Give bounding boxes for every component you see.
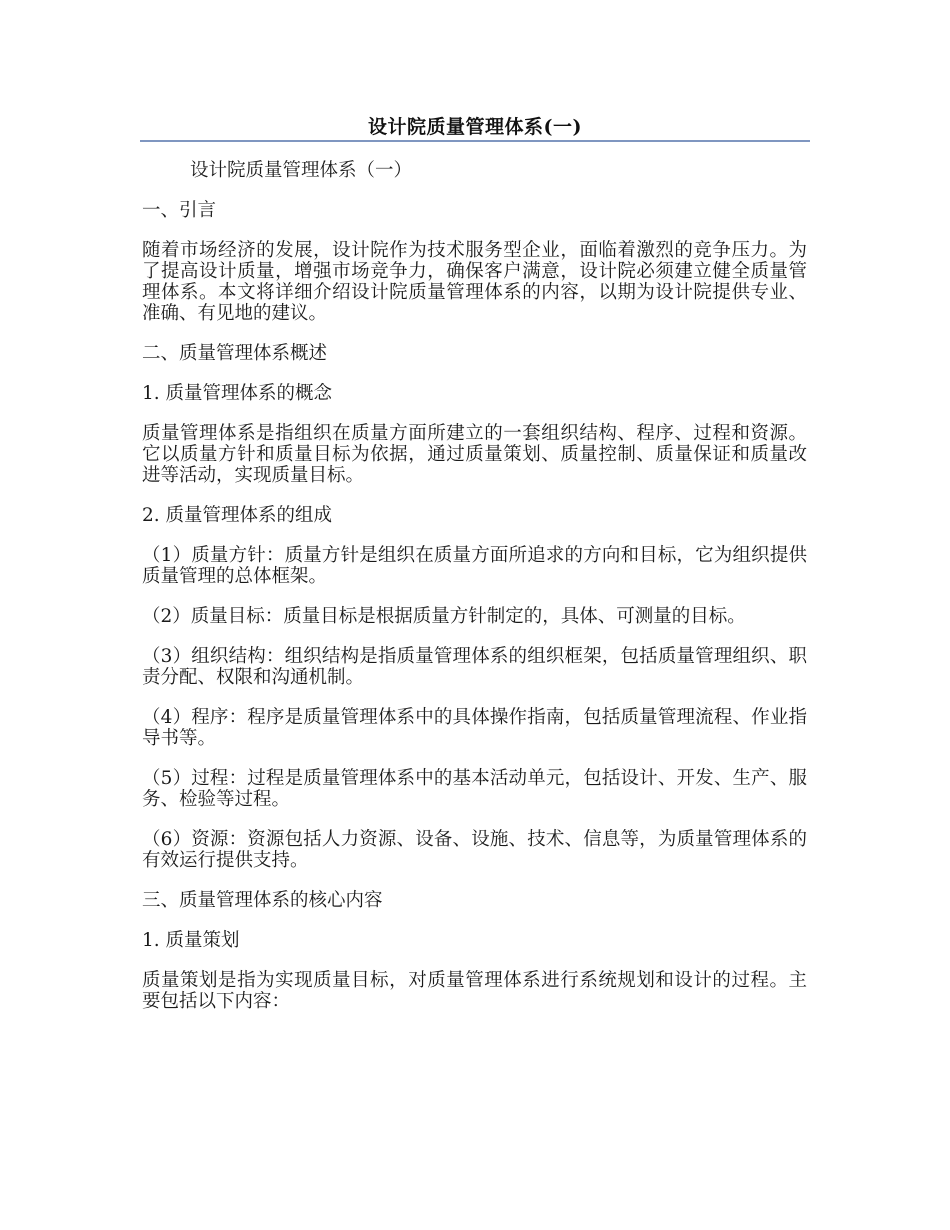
paragraph: 质量管理体系是指组织在质量方面所建立的一套组织结构、程序、过程和资源。它以质量方针和质量目标为依据，通过质量策划、质量控制、质量保证和质量改进等活动，实现质量目标。	[142, 423, 807, 486]
paragraph: 随着市场经济的发展，设计院作为技术服务型企业，面临着激烈的竞争压力。为了提高设计质量，增强市场竞争力，确保客户满意，设计院必须建立健全质量管理体系。本文将详细介绍设计院质量管理体系的内容，以期为设计院提供专业、准确、有见地的建议。	[142, 240, 807, 324]
section-heading: 一、引言	[142, 200, 217, 221]
subsection-heading: 2. 质量管理体系的组成	[142, 505, 333, 526]
list-item: （3）组织结构：组织结构是指质量管理体系的组织框架，包括质量管理组织、职责分配、权限和沟通机制。	[142, 646, 807, 688]
subsection-heading: 1. 质量管理体系的概念	[142, 383, 333, 404]
list-item: （2）质量目标：质量目标是根据质量方针制定的，具体、可测量的目标。	[142, 606, 746, 627]
list-item: （4）程序：程序是质量管理体系中的具体操作指南，包括质量管理流程、作业指导书等。	[142, 707, 807, 749]
document-subtitle: 设计院质量管理体系（一）	[190, 160, 413, 181]
subsection-heading: 1. 质量策划	[142, 930, 240, 951]
list-item: （5）过程：过程是质量管理体系中的基本活动单元，包括设计、开发、生产、服务、检验等过程。	[142, 768, 807, 810]
section-heading: 三、质量管理体系的核心内容	[142, 890, 383, 911]
list-item: （6）资源：资源包括人力资源、设备、设施、技术、信息等，为质量管理体系的有效运行提供支持。	[142, 829, 807, 871]
list-item: （1）质量方针：质量方针是组织在质量方面所追求的方向和目标，它为组织提供质量管理的总体框架。	[142, 545, 807, 587]
header-divider	[140, 140, 810, 142]
document-header-title: 设计院质量管理体系(一)	[368, 116, 582, 138]
paragraph: 质量策划是指为实现质量目标，对质量管理体系进行系统规划和设计的过程。主要包括以下内容：	[142, 970, 807, 1012]
document-body	[142, 160, 807, 1031]
section-heading: 二、质量管理体系概述	[142, 343, 328, 364]
